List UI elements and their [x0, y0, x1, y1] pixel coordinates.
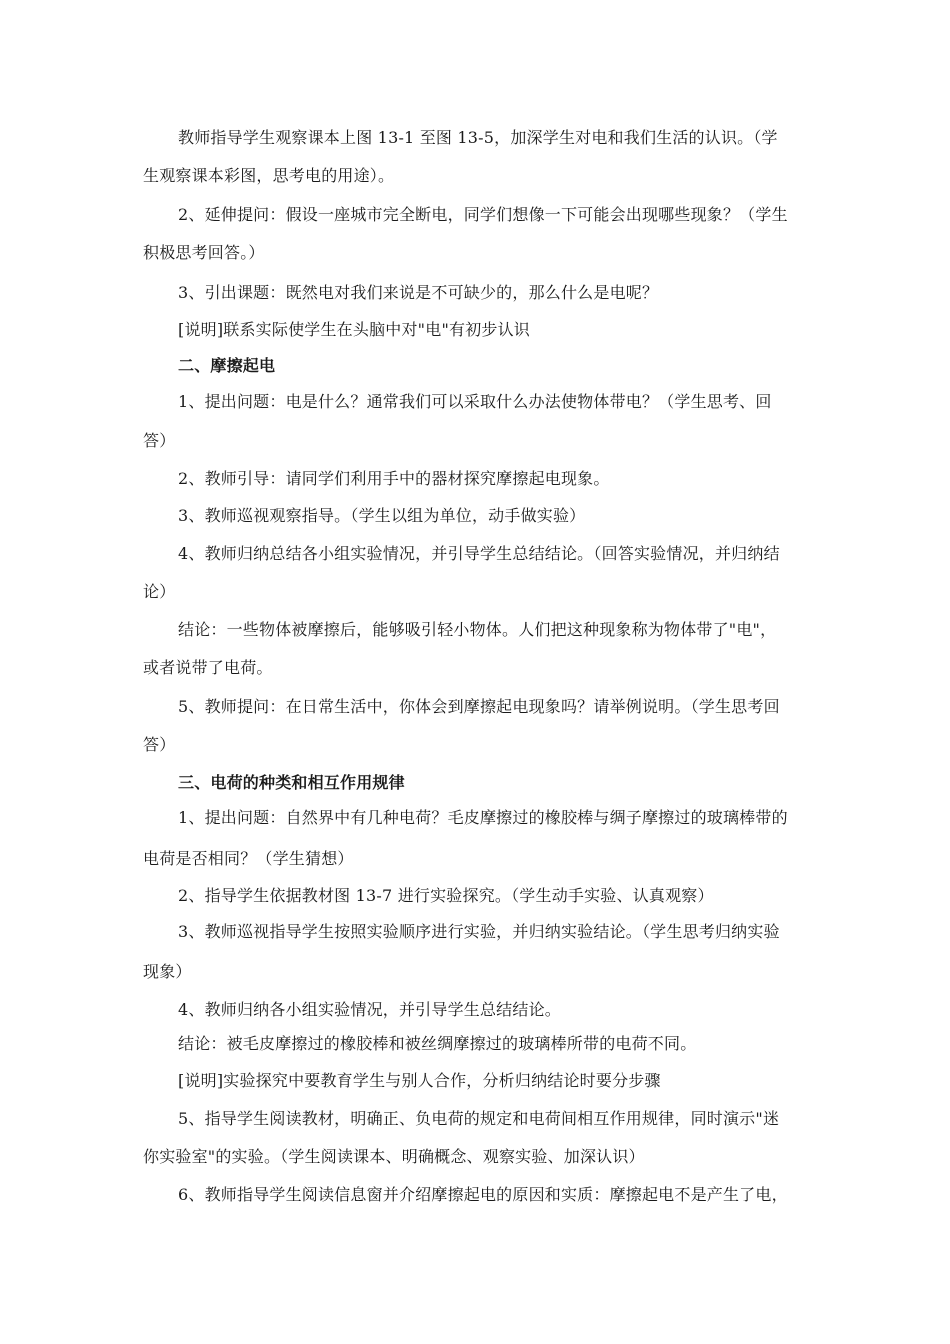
- paragraph-line-s3-item-4: 4、教师归纳各小组实验情况，并引导学生总结结论。: [178, 1000, 561, 1019]
- paragraph-line-s2-item-1: 1、提出问题：电是什么？通常我们可以采取什么办法使物体带电？（学生思考、回: [178, 392, 772, 411]
- paragraph-line-s2-item-5: 5、教师提问：在日常生活中，你体会到摩擦起电现象吗？请举例说明。（学生思考回: [178, 697, 780, 716]
- paragraph-line-s3-item-5-cont: 你实验室"的实验。（学生阅读课本、明确概念、观察实验、加深认识）: [143, 1147, 645, 1166]
- paragraph-line-s2-item-4: 4、教师归纳总结各小组实验情况，并引导学生总结结论。（回答实验情况，并归纳结: [178, 544, 780, 563]
- paragraph-line-s2-item-2: 2、教师引导：请同学们利用手中的器材探究摩擦起电现象。: [178, 469, 610, 488]
- paragraph-line-s3-item-3: 3、教师巡视指导学生按照实验顺序进行实验，并归纳实验结论。（学生思考归纳实验: [178, 922, 780, 941]
- paragraph-line-s2-item-4-cont: 论）: [143, 582, 176, 601]
- paragraph-line-s2-item-1-cont: 答）: [143, 431, 176, 450]
- paragraph-line-s2-item-5-cont: 答）: [143, 735, 176, 754]
- paragraph-line-s2-item-3: 3、教师巡视观察指导。（学生以组为单位，动手做实验）: [178, 506, 586, 525]
- paragraph-line-intro-cont: 生观察课本彩图，思考电的用途）。: [143, 166, 395, 185]
- note-line: [说明]联系实际使学生在头脑中对"电"有初步认识: [178, 320, 531, 339]
- section-heading-charge-types: 三、电荷的种类和相互作用规律: [178, 773, 405, 792]
- paragraph-line-s3-item-1-cont: 电荷是否相同？（学生猜想）: [143, 849, 354, 868]
- paragraph-line-item-3: 3、引出课题：既然电对我们来说是不可缺少的，那么什么是电呢？: [178, 283, 659, 302]
- note-line-2: [说明]实验探究中要教育学生与别人合作，分析归纳结论时要分步骤: [178, 1071, 661, 1090]
- paragraph-line-item-2-cont: 积极思考回答。）: [143, 243, 265, 262]
- paragraph-line-item-2: 2、延伸提问：假设一座城市完全断电，同学们想像一下可能会出现哪些现象？（学生: [178, 205, 788, 224]
- conclusion-line-2: 结论：被毛皮摩擦过的橡胶棒和被丝绸摩擦过的玻璃棒所带的电荷不同。: [178, 1034, 697, 1053]
- paragraph-line-s3-item-5: 5、指导学生阅读教材，明确正、负电荷的规定和电荷间相互作用规律，同时演示"迷: [178, 1109, 780, 1128]
- paragraph-line-s3-item-6: 6、教师指导学生阅读信息窗并介绍摩擦起电的原因和实质：摩擦起电不是产生了电，: [178, 1185, 788, 1204]
- conclusion-line-1-cont: 或者说带了电荷。: [143, 658, 273, 677]
- paragraph-line-s3-item-1: 1、提出问题：自然界中有几种电荷？毛皮摩擦过的橡胶棒与绸子摩擦过的玻璃棒带的: [178, 808, 788, 827]
- conclusion-line-1: 结论：一些物体被摩擦后，能够吸引轻小物体。人们把这种现象称为物体带了"电"，: [178, 620, 777, 639]
- paragraph-line-intro: 教师指导学生观察课本上图 13-1 至图 13-5，加深学生对电和我们生活的认识。（学: [178, 128, 778, 147]
- paragraph-line-s3-item-3-cont: 现象）: [143, 962, 192, 981]
- paragraph-line-s3-item-2: 2、指导学生依据教材图 13-7 进行实验探究。（学生动手实验、认真观察）: [178, 886, 714, 905]
- section-heading-friction: 二、摩擦起电: [178, 356, 276, 375]
